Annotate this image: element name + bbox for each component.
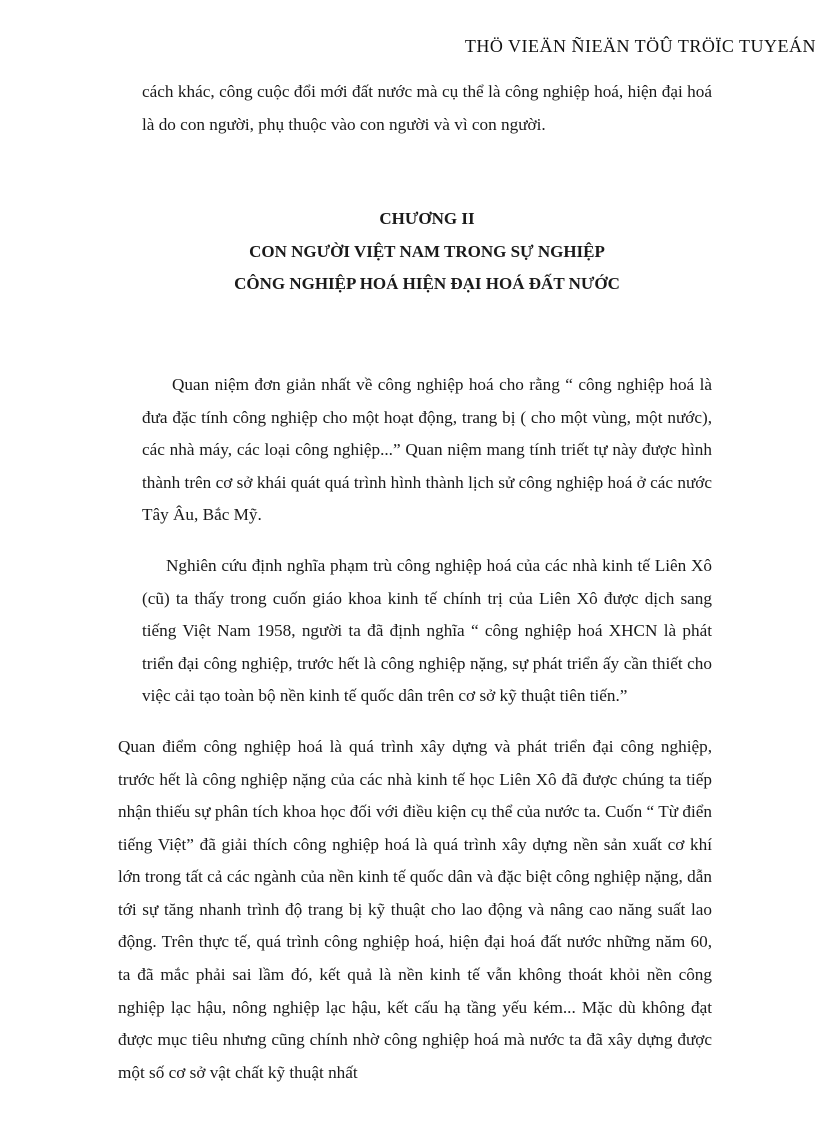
paragraph: Quan điểm công nghiệp hoá là quá trình xây dựng và phát triển đại công nghiệp, trước hết là công nghiệp nặng của các nhà kinh tế học Liên Xô đã được chúng ta tiếp nhận thiếu sự phân tích khoa học đối với điều kiện cụ thể của nước ta. Cuốn “ Từ điển tiếng Việt” đã giải thích công nghiệp hoá là quá trình xây dựng nền sản xuất cơ khí lớn trong tất cả các ngành của nền kinh tế quốc dân và đặc biệt công nghiệp nặng, dẫn tới sự tăng nhanh trình độ trang bị kỹ thuật cho lao động và nâng cao năng suất lao động. Trên thực tế, quá trình công nghiệp hoá, hiện đại hoá đất nước những năm 60, ta đã mắc phải sai lầm đó, kết quả là nền kinh tế vẫn không thoát khỏi nền công nghiệp lạc hậu, nông nghiệp lạc hậu, kết cấu hạ tầng yếu kém... Mặc dù không đạt được mục tiêu nhưng cũng chính nhờ công nghiệp hoá mà nước ta đã xây dựng được một số cơ sở vật chất kỹ thuật nhất (118, 736, 712, 1082)
document-body (118, 76, 712, 1089)
chapter-number: CHƯƠNG II (379, 209, 475, 229)
chapter-heading (142, 203, 712, 301)
header-watermark: THÖ VIEÄN ÑIEÄN TÖÛ TRÖÏC TUYEÁN (464, 36, 816, 56)
paragraph: Quan niệm đơn giản nhất về công nghiệp hoá cho rằng “ công nghiệp hoá là đưa đặc tính công nghiệp cho một hoạt động, trang bị ( cho một vùng, một nước), các nhà máy, các loại công nghiệp...” Quan niệm mang tính triết tự này được hình thành trên cơ sở khái quát quá trình hình thành lịch sử công nghiệp hoá ở các nước Tây Âu, Bắc Mỹ. (142, 374, 712, 525)
chapter-title-line-2: CÔNG NGHIỆP HOÁ HIỆN ĐẠI HOÁ ĐẤT NƯỚC (234, 274, 620, 294)
continued-paragraph: cách khác, công cuộc đổi mới đất nước mà cụ thể là công nghiệp hoá, hiện đại hoá là do con người, phụ thuộc vào con người và vì con người. (142, 82, 712, 134)
chapter-title-line-1: CON NGƯỜI VIỆT NAM TRONG SỰ NGHIỆP (249, 241, 605, 261)
paragraph: Nghiên cứu định nghĩa phạm trù công nghiệp hoá của các nhà kinh tế Liên Xô (cũ) ta thấy trong cuốn giáo khoa kinh tế chính trị của Liên Xô được dịch sang tiếng Việt Nam 1958, người ta đã định nghĩa “ công nghiệp hoá XHCN là phát triển đại công nghiệp, trước hết là công nghiệp nặng, sự phát triển ấy cần thiết cho việc cải tạo toàn bộ nền kinh tế quốc dân trên cơ sở kỹ thuật tiên tiến.” (142, 555, 712, 706)
